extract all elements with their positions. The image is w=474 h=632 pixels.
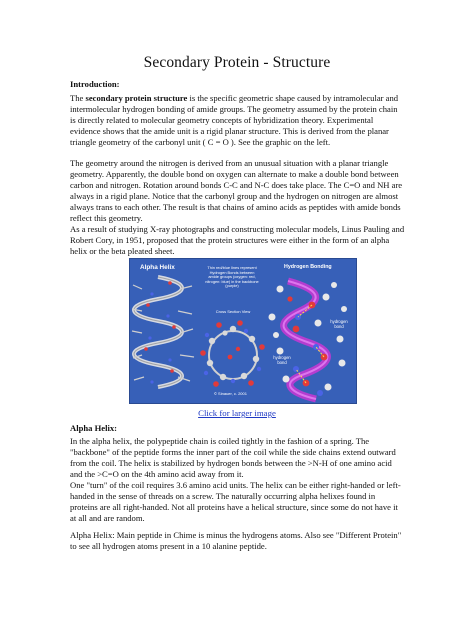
- para1-bold-term: secondary protein structure: [85, 93, 188, 103]
- alpha-helix-heading: Alpha Helix:: [70, 423, 118, 433]
- figure-note: Thin red/blue lines represent Hydrogen Bonds between amide groups (oxygen: red, nitrogen: blue) in the backbone (purple): [205, 265, 259, 289]
- alpha-paragraph-1: [70, 436, 405, 480]
- hydrogen-bonding-model: [269, 281, 348, 399]
- intro-paragraph-1: [70, 93, 405, 148]
- para1-lead: The: [70, 93, 86, 103]
- alpha-paragraph-2: [70, 480, 405, 524]
- alpha-paragraph-3: [70, 530, 405, 552]
- para2-text: The geometry around the nitrogen is derived from an unusual situation with a planar triangle geometry. Apparently, the double bond on oxygen can alternate to make a double bond between carbon and nitrogen. Rotation around bonds C-C and N-C does take place. The C=O and NH are always in a rigid plane. Notice that the carbonyl group and the hydrogen on nitrogen are almost always trans to each other. The result is that chains of amino acids as peptides with amide bonds reflect this geometry.: [70, 158, 403, 224]
- intro-paragraph-3: [70, 224, 405, 257]
- intro-paragraph-2: [70, 158, 405, 225]
- page-title: Secondary Protein - Structure: [143, 54, 331, 71]
- figure-label-hydrogen-bonding: Hydrogen Bonding: [284, 264, 332, 270]
- figure-bond-label-1: hydrogen bond: [330, 319, 348, 329]
- para6-text: Alpha Helix: Main peptide in Chime is minus the hydrogens atoms. Also see "Different Protein" to see all hydrogen atoms present in a 10 alanine peptide.: [70, 530, 402, 552]
- larger-image-link[interactable]: Click for larger image: [198, 408, 276, 418]
- figure-bond-label-2: hydrogen bond: [273, 355, 291, 365]
- figure-cross-section-label: Cross Section View: [215, 309, 251, 314]
- helix-model: [132, 277, 194, 387]
- figure-label-alpha-helix: Alpha Helix: [140, 264, 175, 271]
- figure-credit: © Sinauer, c. 2001: [214, 391, 247, 396]
- para5-text: One "turn" of the coil requires 3.6 amino acid units. The helix can be either right-handed or left-handed in the sense of threads on a screw. The naturally occurring alpha helixes found in proteins are all right-handed. Not all proteins have a helical structure, since some do not have it at all and are random.: [70, 480, 401, 524]
- para4-text: In the alpha helix, the polypeptide chain is coiled tightly in the fashion of a spring. The "backbone" of the peptide forms the inner part of the coil while the side chains extend outward from the coil. The helix is stabilized by hydrogen bonds between the >N-H of one amino acid and the >C=O on the 4th amino acid away from it.: [70, 436, 396, 480]
- para3-text: As a result of studying X-ray photographs and constructing molecular models, Linus Pauling and Robert Cory, in 1951, proposed that the protein structures were either in the form of an alpha helix or the beta pleated sheet.: [70, 224, 405, 257]
- cross-section-model: [200, 320, 265, 387]
- alpha-helix-figure[interactable]: [129, 258, 357, 404]
- para1-rest: is the specific geometric shape caused by intramolecular and intermolecular hydrogen bonding of amide groups. The geometry assumed by the protein chain is directly related to molecular geometry concepts of hybridization theory. Experimental evidence shows that the amide unit is a rigid planar structure. This is derived from the planar triangle geometry of the carbonyl unit ( C = O ). See the graphic on the left.: [70, 93, 399, 148]
- introduction-heading: Introduction:: [70, 79, 120, 89]
